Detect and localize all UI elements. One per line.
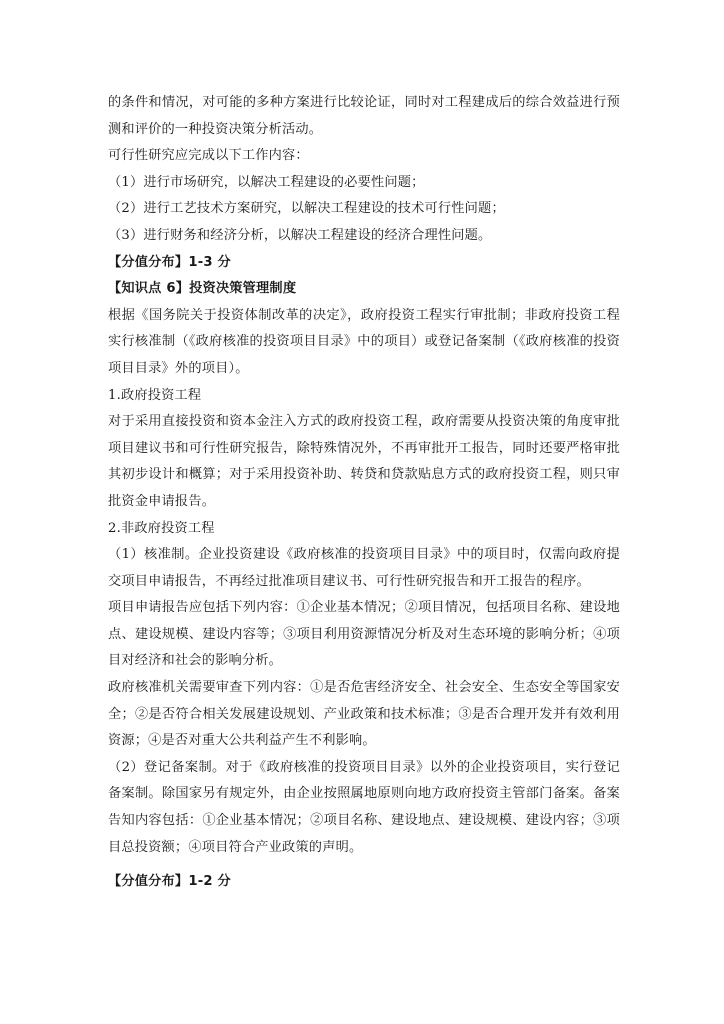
score-distribution-heading-2: 【分值分布】1-2 分 bbox=[108, 874, 231, 890]
paragraph-feasibility-definition: 的条件和情况，对可能的多种方案进行比较论证，同时对工程建成后的综合效益进行预测和评价的一种投资决策分析活动。 bbox=[108, 95, 620, 137]
subheading-government-investment: 1.政府投资工程 bbox=[108, 387, 202, 403]
paragraph-approval-system: （1）核准制。企业投资建设《政府核准的投资项目目录》中的项目时，仅需向政府提交项目申请报告，不再经过批准项目建议书、可行性研究报告和开工报告的程序。 bbox=[108, 547, 620, 589]
list-item-market-study: （1）进行市场研究，以解决工程建设的必要性问题； bbox=[108, 174, 425, 190]
list-item-technical-study: （2）进行工艺技术方案研究，以解决工程建设的技术可行性问题； bbox=[108, 201, 505, 217]
score-distribution-heading-1: 【分值分布】1-3 分 bbox=[108, 254, 231, 270]
paragraph-government-investment: 对于采用直接投资和资本金注入方式的政府投资工程，政府需要从投资决策的角度审批项目建议书和可行性研究报告，除特殊情况外，不再审批开工报告，同时还要严格审批其初步设计和概算；对于采用投资补助、转贷和贷款贴息方式的政府投资工程，则只审批资金申请报告。 bbox=[108, 414, 620, 509]
paragraph-application-report-content: 项目申请报告应包括下列内容：①企业基本情况；②项目情况，包括项目名称、建设地点、建设规模、建设内容等；③项目利用资源情况分析及对生态环境的影响分析；④项目对经济和社会的影响分析。 bbox=[108, 600, 620, 669]
paragraph-investment-decision-system: 根据《国务院关于投资体制改革的决定》，政府投资工程实行审批制；非政府投资工程实行核准制（《政府核准的投资项目目录》中的项目）或登记备案制（《政府核准的投资项目目录》外的项目）。 bbox=[108, 307, 620, 376]
paragraph-feasibility-content-intro: 可行性研究应完成以下工作内容： bbox=[108, 148, 309, 164]
document-body bbox=[108, 90, 620, 896]
paragraph-approval-review-content: 政府核准机关需要审查下列内容：①是否危害经济安全、社会安全、生态安全等国家安全；②是否符合相关发展建设规划、产业政策和技术标准；③是否合理开发并有效利用资源；④是否对重大公共利益产生不利影响。 bbox=[108, 680, 620, 749]
subheading-non-government-investment: 2.非政府投资工程 bbox=[108, 520, 215, 536]
knowledge-point-6-heading: 【知识点 6】投资决策管理制度 bbox=[108, 281, 297, 297]
paragraph-registration-filing-system: （2）登记备案制。对于《政府核准的投资项目目录》以外的企业投资项目，实行登记备案制。除国家另有规定外，由企业按照属地原则向地方政府投资主管部门备案。备案告知内容包括：①企业基本情况；②项目名称、建设地点、建设规模、建设内容；③项目总投资额；④项目符合产业政策的声明。 bbox=[108, 759, 620, 855]
list-item-financial-study: （3）进行财务和经济分析，以解决工程建设的经济合理性问题。 bbox=[108, 227, 492, 243]
